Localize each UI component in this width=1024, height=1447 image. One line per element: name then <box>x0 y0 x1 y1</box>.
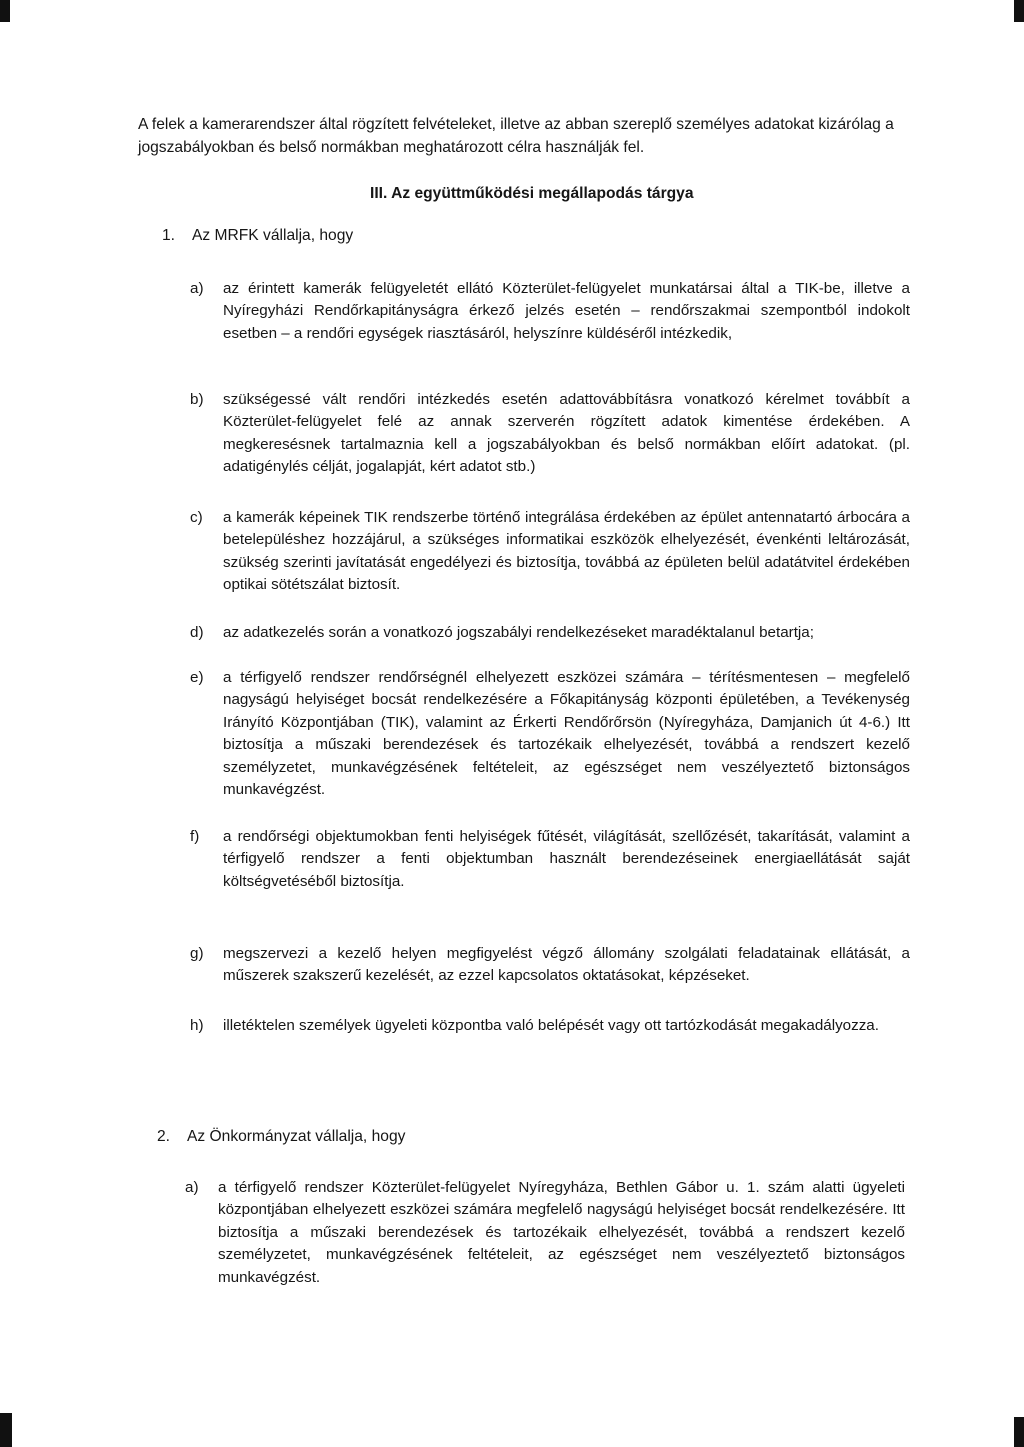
section-number: 1. <box>162 227 176 244</box>
list-item-text: szükségessé vált rendőri intézkedés esetén adattovábbításra vonatkozó kérelmet továbbít a Közterület-felügyelet felé az annak szerverén rögzített adatok kimentése érdekében. A megkeresésnek tartalmaznia kell a jogszabályokban és belső normákban előírt adatokat. (pl. adatigénylés célját, jogalapját, kért adatot stb.) <box>223 391 910 476</box>
list-item <box>190 943 910 988</box>
scan-edge-mark <box>0 1413 12 1447</box>
section-title: Az MRFK vállalja, hogy <box>192 227 354 244</box>
list-item-text: a térfigyelő rendszer rendőrségnél elhelyezett eszközei számára – térítésmentesen – megfelelő nagyságú helyiséget bocsát rendelkezésére a Főkapitányság központi épületében, a Tevékenység Irányító Központjában (TIK), valamint az Érkerti Rendőrőrsön (Nyíregyháza, Damjanich út 4-6.) Itt biztosítja a műszaki berendezések és tartozékaik elhelyezését, továbbá a rendszert kezelő személyzetet, munkavégzésének feltételeit, az egészséget nem veszélyeztető biztonságos munkavégzést. <box>223 669 910 799</box>
list-item-label: h) <box>190 1017 204 1034</box>
section-title: Az Önkormányzat vállalja, hogy <box>187 1128 406 1145</box>
list-item-label: a) <box>185 1179 199 1196</box>
list-item-text: a rendőrségi objektumokban fenti helyiségek fűtését, világítását, szellőzését, takarítását, valamint a térfigyelő rendszer a fenti objektumban használt berendezéseinek energiaellátását saját költségvetéséből biztosítja. <box>223 828 910 890</box>
list-item <box>185 1177 905 1289</box>
list-item <box>190 389 910 479</box>
list-item-text: megszervezi a kezelő helyen megfigyelést végző állomány szolgálati feladatainak ellátását, a műszerek szakszerű kezelését, az ezzel kapcsolatos oktatásokat, képzéseket. <box>223 945 910 985</box>
scan-edge-mark <box>1014 0 1024 22</box>
intro-paragraph: A felek a kamerarendszer által rögzített felvételeket, illetve az abban szereplő személyes adatokat kizárólag a jogszabályokban és belső normákban meghatározott célra használják fel. <box>138 116 894 156</box>
list-item <box>190 826 910 893</box>
list-item <box>190 507 910 597</box>
scan-edge-mark <box>0 0 10 22</box>
list-item-label: a) <box>190 280 204 297</box>
list-item <box>190 1015 910 1037</box>
list-item-label: e) <box>190 669 204 686</box>
list-item-text: az adatkezelés során a vonatkozó jogszabályi rendelkezéseket maradéktalanul betartja; <box>223 624 814 641</box>
list-item <box>190 667 910 801</box>
list-item-text: a kamerák képeinek TIK rendszerbe történő integrálása érdekében az épület antennatartó árbocára a betelepüléshez hozzájárul, a szükséges informatikai eszközök elhelyezését, évenkénti leltározását, szükség szerinti javítatását engedélyezi és biztosítja, továbbá az épületen belül adatátvitel érdekében optikai sötétszálat biztosít. <box>223 509 910 594</box>
scan-edge-mark <box>1014 1417 1024 1447</box>
list-item <box>190 278 910 345</box>
section-heading: III. Az együttműködési megállapodás tárgya <box>370 185 694 202</box>
section-2-title <box>157 1128 405 1146</box>
list-item-text: az érintett kamerák felügyeletét ellátó Közterület-felügyelet munkatársai által a TIK-be, illetve a Nyíregyházi Rendőrkapitányságra érkező jelzés esetén – rendőrszakmai szempontból indokolt esetben – a rendőri egységek riasztásáról, helyszínre küldéséről intézkedik, <box>223 280 910 342</box>
list-item-label: g) <box>190 945 204 962</box>
list-item-label: c) <box>190 509 203 526</box>
list-item <box>190 622 910 644</box>
list-item-label: d) <box>190 624 204 641</box>
list-item-label: f) <box>190 828 200 845</box>
section-number: 2. <box>157 1128 171 1145</box>
list-item-text: a térfigyelő rendszer Közterület-felügyelet Nyíregyháza, Bethlen Gábor u. 1. szám alatti ügyeleti központjában elhelyezett eszközei számára megfelelő nagyságú helyiséget bocsát rendelkezésére. Itt biztosítja a műszaki berendezések és tartozékaik elhelyezését, továbbá a rendszert kezelő személyzetet, munkavégzésének feltételeit, az egészséget nem veszélyeztető biztonságos munkavégzést. <box>218 1179 905 1286</box>
list-item-label: b) <box>190 391 204 408</box>
list-item-text: illetéktelen személyek ügyeleti központba való belépését vagy ott tartózkodását megakadályozza. <box>223 1017 879 1034</box>
section-1-title <box>162 227 353 245</box>
